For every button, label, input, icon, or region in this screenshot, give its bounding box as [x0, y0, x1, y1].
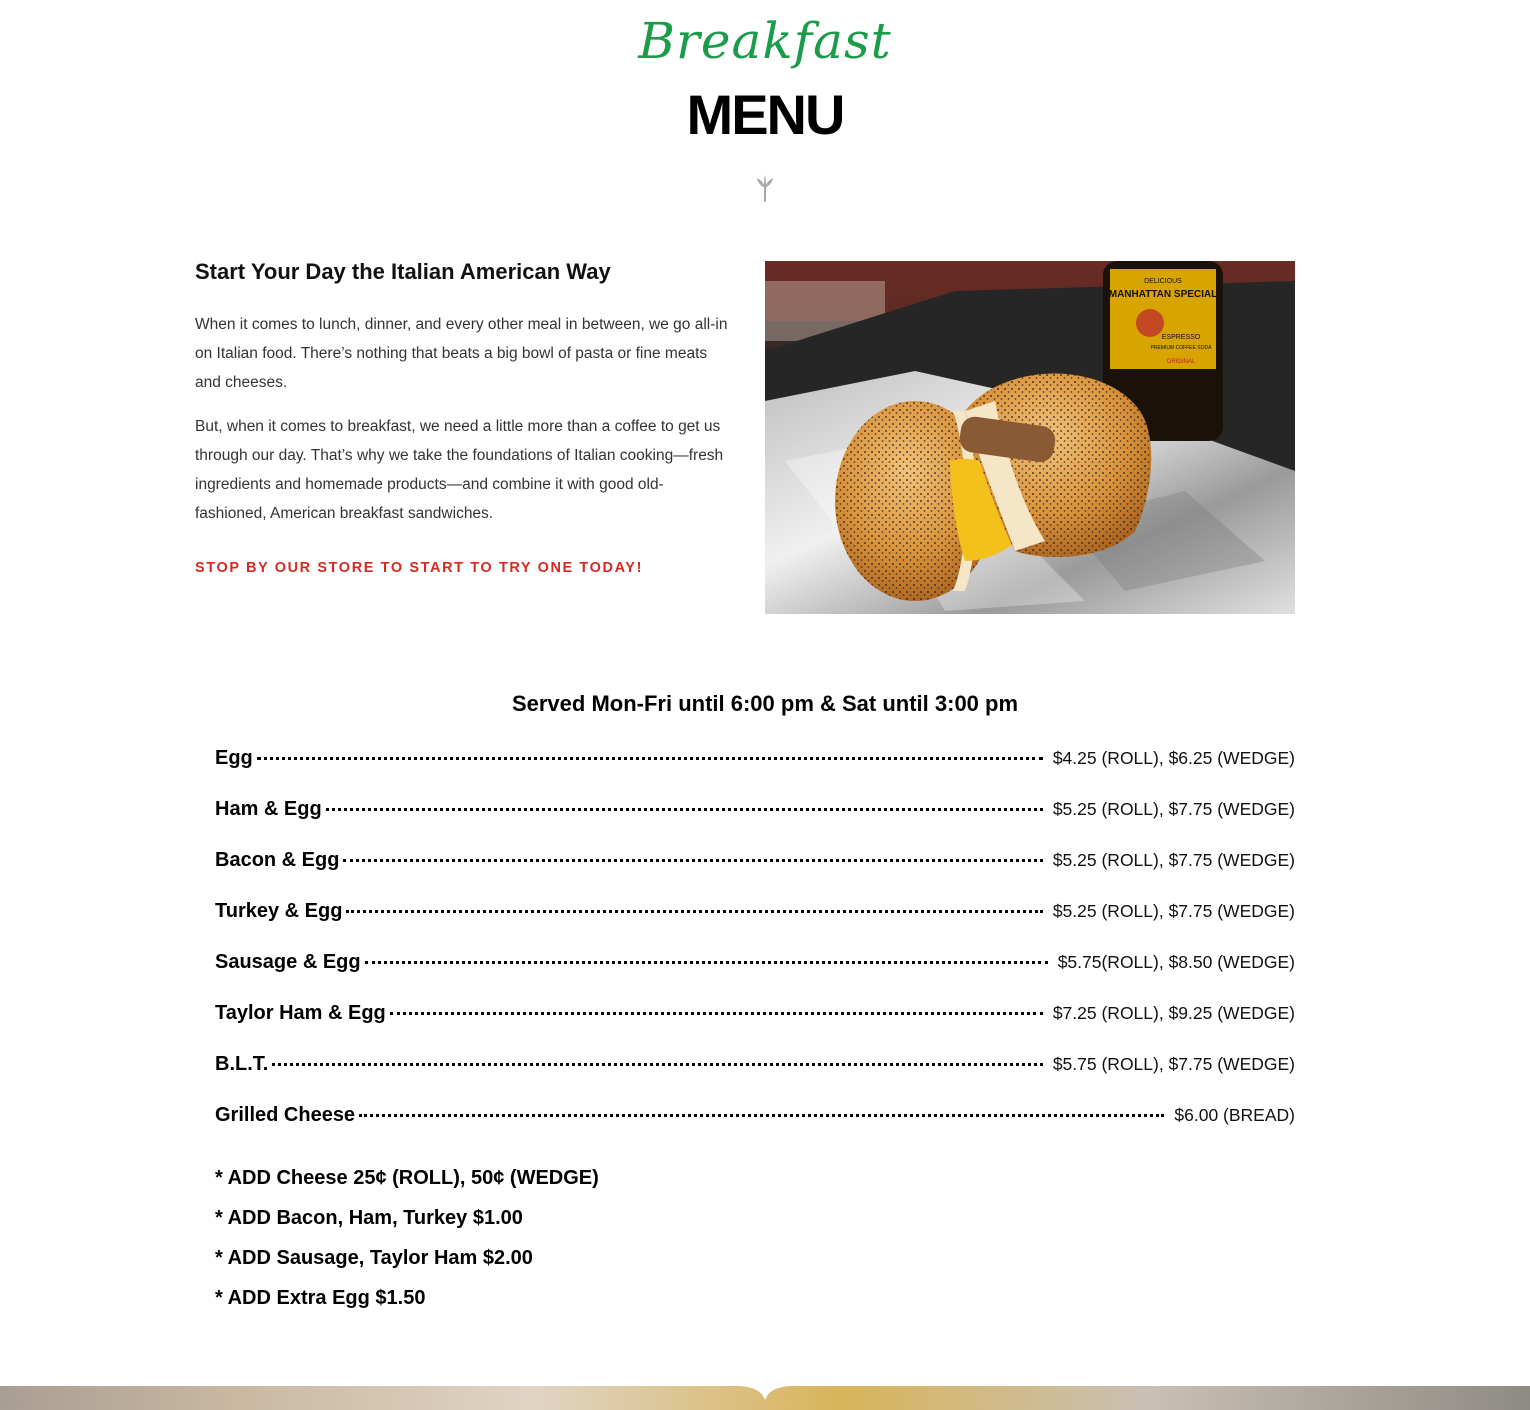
- menu-item-name: Grilled Cheese: [215, 1104, 356, 1126]
- menu-item: [215, 951, 1295, 987]
- menu-item: [215, 747, 1295, 783]
- breakfast-sandwich-photo: [765, 261, 1295, 614]
- menu-item-price: $5.75(ROLL), $8.50 (WEDGE): [1057, 952, 1295, 972]
- menu-item-price: $5.25 (ROLL), $7.75 (WEDGE): [1052, 799, 1295, 819]
- dot-leader: [346, 910, 1042, 913]
- intro-section: [195, 256, 730, 576]
- breakfast-script-title: Breakfast: [638, 12, 892, 70]
- menu-item: [215, 1053, 1295, 1089]
- bottle-label-sub: ESPRESSO: [1161, 334, 1201, 341]
- sprig-icon: [753, 174, 777, 202]
- blurred-food-band: [0, 1386, 1530, 1410]
- store-cta-link[interactable]: STOP BY OUR STORE TO START TO TRY ONE TODAY!: [195, 560, 644, 576]
- menu-item-name: Bacon & Egg: [215, 849, 340, 871]
- served-hours: Served Mon-Fri until 6:00 pm & Sat until 3:00 pm: [511, 691, 1019, 716]
- bottle-label-top: DELICIOUS: [1144, 278, 1182, 285]
- menu-item-name: B.L.T.: [215, 1053, 269, 1075]
- dot-leader: [365, 961, 1048, 964]
- menu-item-name: Turkey & Egg: [215, 900, 343, 922]
- menu-item: [215, 849, 1295, 885]
- dot-leader: [272, 1063, 1042, 1066]
- menu-item: [215, 798, 1295, 834]
- bottle-label-sub2: PREMIUM COFFEE SODA: [1150, 345, 1212, 351]
- menu-item: [215, 900, 1295, 936]
- menu-item-price: $5.25 (ROLL), $7.75 (WEDGE): [1052, 901, 1295, 921]
- sandwich-illustration: [765, 261, 1295, 614]
- menu-item: [215, 1104, 1295, 1140]
- dot-leader: [257, 757, 1043, 760]
- intro-heading: Start Your Day the Italian American Way: [195, 259, 611, 284]
- intro-paragraph-2: But, when it comes to breakfast, we need a little more than a coffee to get us through our day. That’s why we take the foundations of Italian cooking—fresh ingredients and homemade products—and combine it with good old-fashioned, American breakfast sandwiches.: [195, 418, 724, 522]
- addon-item: * ADD Extra Egg $1.50: [215, 1287, 426, 1309]
- menu-item-price: $4.25 (ROLL), $6.25 (WEDGE): [1052, 748, 1295, 768]
- menu-item-price: $7.25 (ROLL), $9.25 (WEDGE): [1052, 1003, 1295, 1023]
- menu-item-price: $5.75 (ROLL), $7.75 (WEDGE): [1052, 1054, 1295, 1074]
- addons-list: [215, 1158, 599, 1318]
- dot-leader: [326, 808, 1043, 811]
- menu-item-name: Sausage & Egg: [215, 951, 361, 973]
- menu-item: [215, 1002, 1295, 1038]
- menu-item-price: $5.25 (ROLL), $7.75 (WEDGE): [1052, 850, 1295, 870]
- intro-paragraph-1: When it comes to lunch, dinner, and every other meal in between, we go all-in on Italian food. There’s nothing that beats a big bowl of pasta or fine meats and cheeses.: [195, 316, 728, 391]
- bottle-label-bottom: ORIGINAL: [1166, 359, 1196, 365]
- menu-item-name: Egg: [215, 747, 253, 769]
- addon-item: * ADD Sausage, Taylor Ham $2.00: [215, 1247, 533, 1269]
- bottle-label-brand: MANHATTAN SPECIAL: [1108, 289, 1218, 300]
- dot-leader: [343, 859, 1042, 862]
- addon-item: * ADD Cheese 25¢ (ROLL), 50¢ (WEDGE): [215, 1167, 599, 1189]
- next-section-image-band: [0, 1386, 1530, 1410]
- menu-title: MENU: [686, 83, 844, 146]
- menu-item-price: $6.00 (BREAD): [1174, 1105, 1295, 1125]
- dot-leader: [390, 1012, 1043, 1015]
- addon-item: * ADD Bacon, Ham, Turkey $1.00: [215, 1207, 523, 1229]
- dot-leader: [359, 1114, 1164, 1117]
- menu-item-name: Taylor Ham & Egg: [215, 1002, 386, 1024]
- menu-item-name: Ham & Egg: [215, 798, 322, 820]
